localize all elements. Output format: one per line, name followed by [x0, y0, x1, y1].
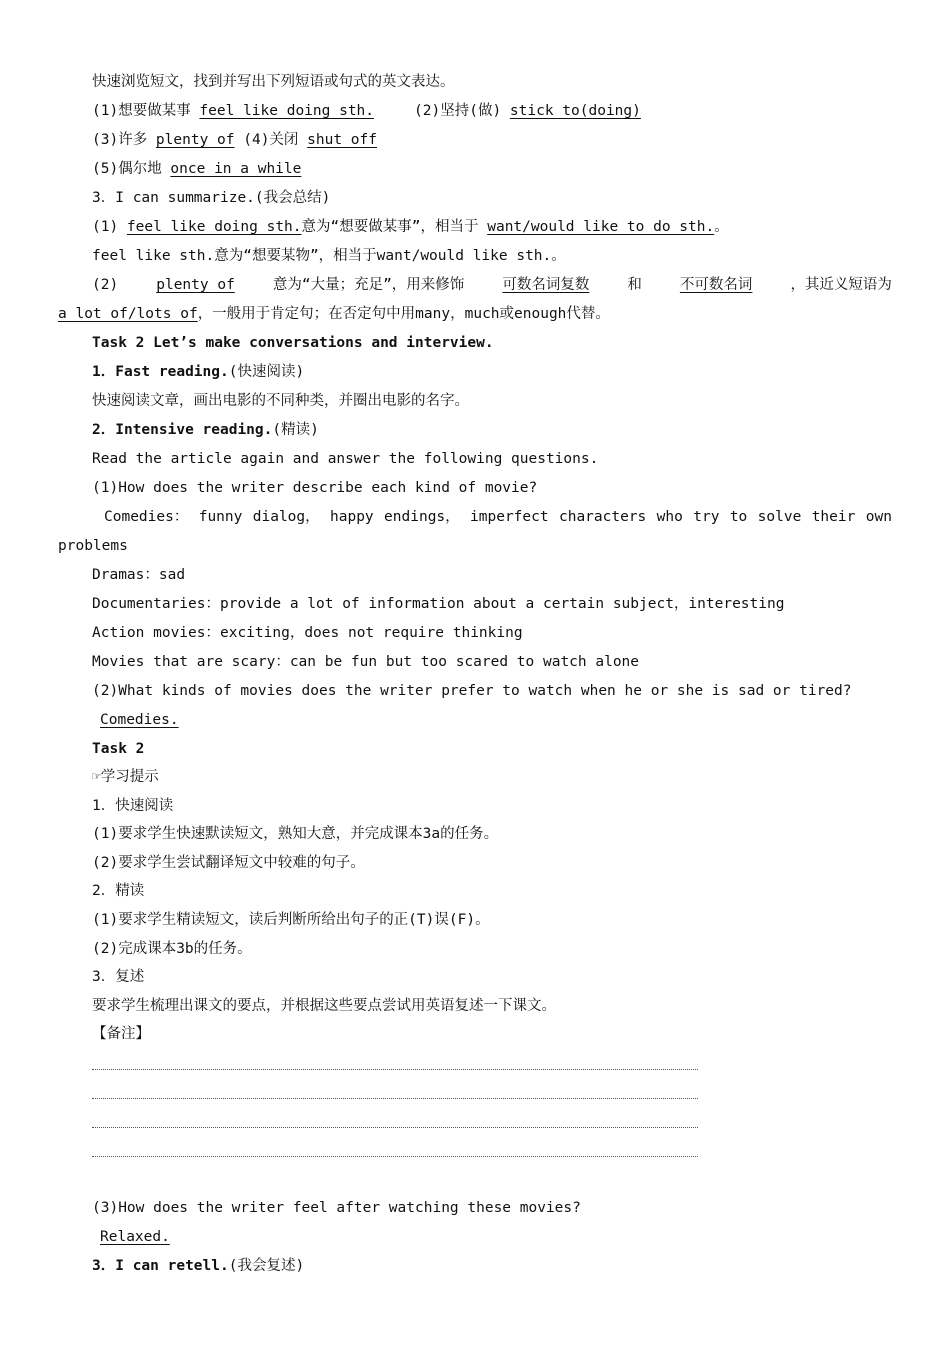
notes-line-3	[92, 1127, 698, 1128]
tip-2-1: (1)要求学生精读短文，读后判断所给出句子的正(T)误(F)。	[92, 912, 490, 928]
answer-scary-movies: Movies that are scary：can be fun but too scared to watch alone	[92, 654, 640, 670]
summary-line-1: (1) feel like doing sth.意为“想要做某事”，相当于 want/would like to do sth.。	[92, 219, 729, 235]
tip-1-2: (2)要求学生尝试翻译短文中较难的句子。	[92, 855, 365, 871]
question-1: (1)How does the writer describe each kind of movie?	[92, 480, 538, 496]
phrase-row-3: (5)偶尔地 once in a while	[92, 161, 302, 177]
heading-summarize: 3．I can summarize.(我会总结)	[92, 190, 331, 206]
answer-shut-off: shut off	[307, 132, 377, 148]
answer-stick-to: stick to(doing)	[509, 103, 641, 119]
answer-documentaries: Documentaries：provide a lot of information about a certain subject，interesting	[92, 596, 785, 612]
task2-label: Task 2	[92, 741, 145, 757]
notes-line-2	[92, 1098, 698, 1099]
tip-1-1: (1)要求学生快速默读短文，熟知大意，并完成课本3a的任务。	[92, 826, 499, 842]
tip-3: 要求学生梳理出课文的要点，并根据这些要点尝试用英语复述一下课文。	[92, 998, 556, 1014]
answer-2: Comedies.	[100, 712, 179, 728]
answer-comedies: Comedies： funny dialog， happy endings， imperfect characters who try to solve their own	[104, 509, 892, 525]
answer-once-in-a-while: once in a while	[170, 161, 302, 177]
answer-comedies-cont: problems	[58, 538, 128, 554]
question-2: (2)What kinds of movies does the writer prefer to watch when he or she is sad or tired?	[92, 683, 852, 699]
retell-heading: 3．I can retell.(我会复述)	[92, 1258, 305, 1274]
phrase-row-1: (1)想要做某事 feel like doing sth. (2)坚持(做) stick to(doing)	[92, 103, 641, 119]
study-tips-heading: ☞学习提示	[92, 769, 159, 785]
answer-dramas: Dramas：sad	[92, 567, 186, 583]
intensive-reading-heading: 2．Intensive reading.(精读)	[92, 422, 319, 438]
summary-line-2: feel like sth.意为“想要某物”，相当于want/would like sth.。	[92, 248, 566, 264]
tip-retell: 3．复述	[92, 969, 145, 985]
question-3: (3)How does the writer feel after watching these movies?	[92, 1200, 581, 1216]
summary-line-4: a lot of/lots of，一般用于肯定句；在否定句中用many，much或enough代替。	[58, 306, 610, 322]
answer-3: Relaxed.	[100, 1229, 170, 1245]
fast-reading-instruction: 快速阅读文章，画出电影的不同种类，并圈出电影的名字。	[92, 393, 469, 409]
phrase-row-2: (3)许多 plenty of (4)关闭 shut off	[92, 132, 377, 148]
task2-heading: Task 2 Let’s make conversations and interview.	[92, 335, 494, 351]
tip-fast-reading: 1．快速阅读	[92, 798, 174, 814]
answer-action-movies: Action movies：exciting，does not require thinking	[92, 625, 523, 641]
answer-feel-like: feel like doing sth.	[199, 103, 375, 119]
notes-line-4	[92, 1156, 698, 1157]
instruction-skim: 快速浏览短文，找到并写出下列短语或句式的英文表达。	[92, 74, 455, 90]
tip-intensive: 2．精读	[92, 883, 145, 899]
notes-heading: 【备注】	[92, 1026, 150, 1042]
tip-2-2: (2)完成课本3b的任务。	[92, 941, 252, 957]
answer-plenty-of: plenty of	[155, 132, 235, 148]
reading-instruction: Read the article again and answer the following questions.	[92, 451, 599, 467]
notes-line-1	[92, 1069, 698, 1070]
fast-reading-heading: 1．Fast reading.(快速阅读)	[92, 364, 305, 380]
summary-line-3: (2) plenty of 意为“大量；充足”，用来修饰 可数名词复数 和 不可数名词 ，其近义短语为	[92, 277, 892, 293]
